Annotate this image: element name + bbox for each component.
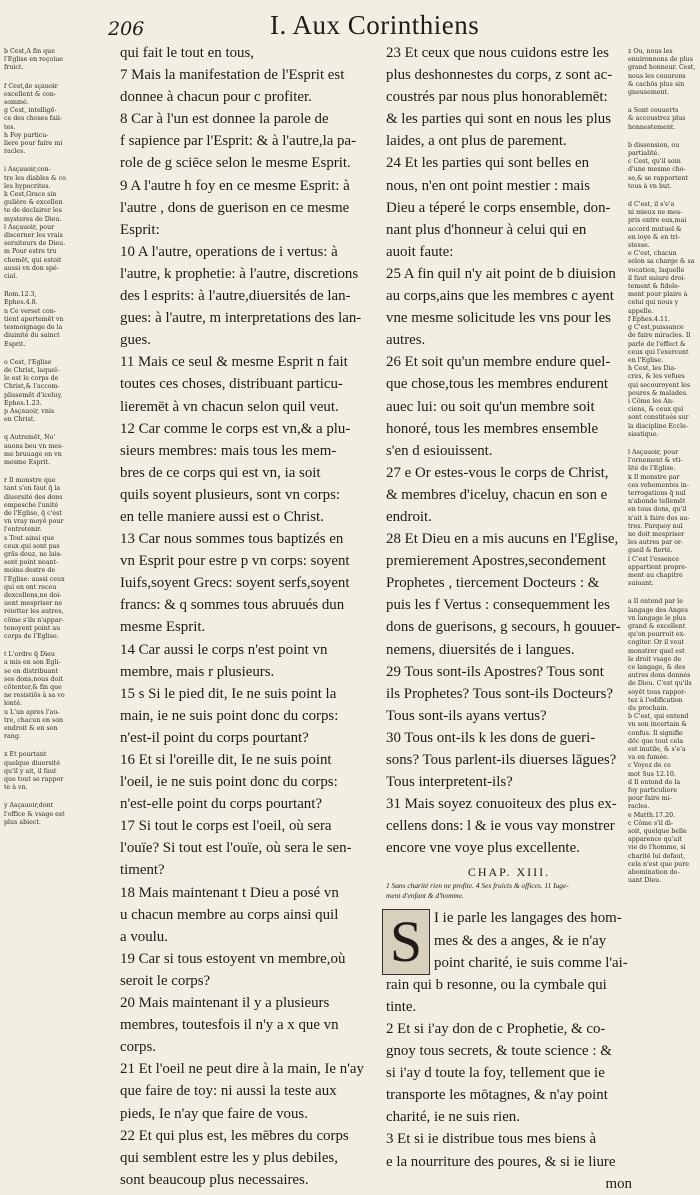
verse-line: l'ouïe? Si tout est l'ouïe, où sera le sen-	[120, 840, 352, 857]
right-margin-notes	[628, 48, 696, 896]
right-text-column	[386, 42, 632, 1195]
verse-line: & membres d'iceluy, chacun en son e	[386, 486, 608, 503]
verse-line: Tous sont-ils ayans vertus?	[386, 707, 547, 724]
verse-line: vn Esprit pour estre p vn corps: soyent	[120, 553, 350, 570]
catchword: mon	[605, 1175, 632, 1192]
margin-note: a Il entend par le langage des Anges vn langage le plus grand & excellent qu'on pourroit ex- cogiter. Or il veut monstrer quel est le droit vsage de ce langage, & des autres dons donnés de Dieu. C'est qu'ils soyēt tous rappor- tez à l'edification du prochain. b C'est, qui entend vn son incertain & confus. Il signifie dōc que tout cela est inutile, & s'e'a va en fumée. c Voyez de ce mot Sus 12.10. d Il entend de la foy particuliere pour faire mi- racles. e Matth.17.20. c Côme s'il di- soit, quelque belle apparence qu'ait vie de l'homme, si charité lui defaut, cela n'est que pure abomination de- uant Dieu.	[628, 598, 692, 885]
verse-line: 28 Et Dieu en a mis aucuns en l'Eglise,	[386, 531, 619, 548]
verse-line: 30 Tous ont-ils k les dons de gueri-	[386, 729, 596, 746]
verse-line: 23 Et ceux que nous cuidons estre les	[386, 45, 609, 61]
verse-line: au corps,ains que les membres c ayent	[386, 288, 614, 305]
verse-line: encore vne voye plus excellente.	[386, 840, 580, 857]
verse-line: n'est-elle point du corps pourtant?	[120, 796, 322, 813]
margin-note: x Et pourtant quelque diuersité qu'il y ait, il faut que tout se rappor te à vn.	[4, 751, 64, 792]
verse-line: ils Prophetes? Tous sont-ils Docteurs?	[386, 685, 613, 702]
verse-line: 15 s Si le pied dit, Ie ne suis point la	[120, 685, 337, 702]
verse-line: auec lui: ou soit qu'un membre soit	[386, 398, 595, 415]
verse-line: u chacun membre au corps ainsi quil	[120, 906, 339, 923]
verse-line: 7 Mais la manifestation de l'Esprit est	[120, 67, 345, 84]
verse-line: n'est-il point du corps pourtant?	[120, 729, 309, 746]
margin-note: f Cest,de sçauoir excellent & con- sommé. g Cest, intelligē- ce des choses faii- tes. h Foy particu- liere pour faire mi racles.	[4, 82, 63, 156]
margin-note: o Cest, l'Eglise de Christ, laquel- le est le corps de Christ,& l'accom- plissemēt d'iceluy, Ephes.1.23. p Asçauoir, vnis en Christ.	[4, 358, 63, 424]
verse-line: role de g sciēce selon le mesme Esprit.	[120, 155, 351, 172]
margin-note: i Asçauoir,con- tre les diables & co les hypocrites. k Cest,Grace sin gulière & excellen te de declairer les mysteres de Dieu. l Asçauoir, pour discerner les vrais seruiteurs de Dieu. m Pour estre tru chemēt, qui estoit aussi vn don spé- cial.	[4, 166, 66, 281]
chapter-12-continuation	[386, 42, 632, 859]
verse-line: donnee à chacun pour c profiter.	[120, 89, 312, 106]
verse-line: toutes ces choses, distribuant particu-	[120, 376, 343, 393]
verse-line: des l esprits: à l'autre,diuersités de lan-	[120, 288, 351, 305]
verse-line: 14 Car aussi le corps n'est point vn	[120, 641, 328, 658]
page-number: 206	[108, 18, 145, 40]
margin-note: b Cest,A fin que l'Eglise en reçoiue fruict.	[4, 48, 63, 72]
verse-line: 27 e Or estes-vous le corps de Christ,	[386, 464, 609, 481]
verse-line: auoit faute:	[386, 243, 454, 260]
verse-line: f sapience par l'Esprit: & à l'autre,la pa-	[120, 133, 357, 150]
verse-line: a voulu.	[120, 928, 168, 945]
verse-line: plus deshonnestes du corps, z sont ac-	[386, 67, 613, 84]
margin-note: l Asçauoir, pour l'ornement & vti- lité de l'Eglise. k Il monstre par ces vehementes in- terrogations q̄ nul n'abonde tellemēt en tous dons, qu'il n'ait à faire des au- tres. Parquoy nul ne doit mespriser les autres par or- gueil & fierté. l C'est l'essence appartient propre- ment au chapitre suiuant.	[628, 448, 690, 588]
verse-line: 2 Et si i'ay don de c Prophetie, & co-	[386, 1020, 606, 1037]
margin-note: y Asçauoir,dont l'office & vsage est plus abiect.	[4, 802, 65, 826]
margin-note: a Sont couuerts & accoustrez plus honnestement.	[628, 107, 686, 131]
verse-line: & les parties qui sont en nous les plus	[386, 111, 611, 128]
verse-line: 20 Mais maintenant il y a plusieurs	[120, 995, 330, 1012]
verse-line: Prophetes , tiercement Docteurs : &	[386, 575, 600, 592]
chapter-opening	[386, 907, 632, 1172]
drop-cap-initial: S	[382, 909, 430, 975]
margin-note: z Ou, nous les enuironnons de plus grand honneur. Cest, nous les couurons & cachōs plus sin gneusement.	[628, 48, 696, 97]
verse-line: 8 Car à l'un est donnee la parole de	[120, 111, 329, 128]
verse-line: 21 Et l'oeil ne peut dire à la main, Ie n'ay	[120, 1061, 364, 1078]
verse-line: main, ie ne suis point donc du corps:	[120, 707, 339, 724]
left-text-column	[120, 42, 375, 1191]
verse-line: qui fait le tout en tous,	[120, 45, 254, 61]
margin-note: d C'est, il s'e'a ni mieux ne mes- pris entre eux,mai accord mutuel & en ioye & en tri- stesse. e C'est, chacun selon sa charge & sa vocation, laquelle il faut suiure droi- tement & fidele- ment pour plaire à celui qui nous y appelle. f Ephes.4.11. g C'est,puissance de faire miracles. Il parle de l'effect & ceux qui l'exercent en l'Eglise. h Cest, les Dia- cres, & les vefues qui secouroyent les poures & malades. i Côme les An- ciens, & ceux qui sont constitués sur la discipline Eccle- siastique.	[628, 201, 695, 438]
verse-line: 10 A l'autre, operations de i vertus: à	[120, 243, 338, 260]
verse-line: 3 Et si ie distribue tous mes biens à	[386, 1131, 597, 1148]
verse-line: mes & des a anges, & ie n'ay	[434, 932, 607, 949]
verse-line: timent?	[120, 862, 165, 879]
verse-line: honoré, tous les membres ensemble	[386, 420, 599, 437]
running-title: I. Aux Corinthiens	[270, 10, 480, 40]
verse-line: 11 Mais ce seul & mesme Esprit n fait	[120, 354, 348, 371]
verse-line: si i'ay d toute la foy, tellement que ie	[386, 1065, 605, 1082]
verse-line: sont beaucoup plus necessaires.	[120, 1171, 309, 1188]
verse-line: Esprit:	[120, 221, 160, 238]
verse-line: transporte les mōtagnes, & n'ay point	[386, 1087, 608, 1104]
verse-line: que chose,tous les membres endurent	[386, 376, 609, 393]
verse-line: francs: & q sommes tous abruués dun	[120, 597, 345, 614]
verse-line: gues: à l'autre, m interpretations des lan-	[120, 310, 362, 327]
verse-line: 17 Si tout le corps est l'oeil, où sera	[120, 818, 332, 835]
chapter-summary: 1 Sans charité rien ne profite. 4 Ses fruicts & offices. 11 Iuge- ment d'enfant & d'homme.	[386, 881, 569, 901]
verse-line: pieds, Ie n'ay que faire de vous.	[120, 1105, 308, 1122]
verse-line: gnoy tous secrets, & toute science : &	[386, 1043, 612, 1060]
verse-line: gues.	[120, 332, 152, 349]
verse-line: mesme Esprit.	[120, 619, 206, 636]
verse-line: sons? Tous parlent-ils diuerses lāgues?	[386, 752, 617, 768]
verse-line: puis les f Vertus : consequemment les	[386, 597, 610, 614]
verse-line: membres, toutesfois il n'y a x que vn	[120, 1017, 339, 1034]
verse-line: charité, ie ne suis rien.	[386, 1109, 520, 1126]
verse-line: vne mesme solicitude les vns pour les	[386, 310, 611, 327]
verse-line: Dieu a téperé le corps ensemble, don-	[386, 199, 611, 216]
verse-line: qui semblent estre les y plus debiles,	[120, 1149, 338, 1166]
verse-line: seroit le corps?	[120, 972, 211, 989]
margin-note: r Il monstre que tant s'en faut q̄ la diuersité des dons empesche l'unité de l'Eglise, q̄ c'est vn vray moyē pour l'entretenir. s Tout ainsi que ceux qui sont pas grās douz, ne lais- sent point neant- moins destre de l'Eglise: aussi ceux qui en ont receu dexcellens,ne doi- uent mespriser ne reietter les autres, cōme s'ils n'appar- tenoyent point au corps de l'Eglise.	[4, 477, 65, 640]
verse-line: 22 Et qui plus est, les mēbres du corps	[120, 1127, 349, 1144]
verse-line: l'autre, k prophetie: à l'autre, discretions	[120, 265, 359, 282]
verse-line: Iuifs,soyent Grecs: soyent serfs,soyent	[120, 575, 350, 592]
verse-line: autres.	[386, 332, 426, 349]
verse-line: 26 Et soit qu'un membre endure quel-	[386, 354, 611, 371]
verse-line: nous, n'en ont point mestier : mais	[386, 177, 591, 194]
verse-line: 16 Et si l'oreille dit, Ie ne suis point	[120, 752, 332, 768]
verse-line: premierement Apostres,secondement	[386, 553, 606, 570]
margin-note: Rom.12.3, Ephes.4.8. n Ce verset con- tient apertemēt vn tesmoignage de la diuinité du sainct Esprit.	[4, 291, 64, 348]
margin-note: b dissension, ou partialité. c Cest, qu'il soin d'une mesme cho- se,& se rapportent tous à vn but.	[628, 141, 688, 190]
verse-line: l'oeil, ie ne suis point donc du corps:	[120, 774, 338, 791]
verse-line: s'en d esiouissent.	[386, 442, 493, 459]
verse-line: membre, mais r plusieurs.	[120, 663, 275, 680]
verse-line: tinte.	[386, 998, 417, 1015]
verse-line: 19 Car si tous estoyent vn membre,où	[120, 950, 346, 967]
chapter-heading: CHAP. XIII.	[467, 865, 551, 880]
verse-line: que faire de toy: ni aussi la teste aux	[120, 1083, 337, 1100]
verse-line: nant plus d'honneur à celui qui en	[386, 221, 587, 238]
verse-line: 18 Mais maintenant t Dieu a posé vn	[120, 884, 339, 901]
verse-line: bres de ce corps qui est vn, ia soit	[120, 464, 321, 481]
margin-note: t L'ordre q̄ Dieu a mis en son Egli- se en distribuant ses dons,nous doit cōtenter,& fin que ne resistiōs à sa vo lonté. u L'un apres l'au- tre, chacun en son endroit & en son rang.	[4, 651, 65, 741]
verse-line: l'autre , dons de guerison en ce mesme	[120, 199, 350, 216]
verse-line: 29 Tous sont-ils Apostres? Tous sont	[386, 663, 604, 680]
verse-line: 9 A l'autre h foy en ce mesme Esprit: à	[120, 177, 350, 194]
verse-line: e la nourriture des poures, & si ie liure	[386, 1153, 616, 1170]
verse-line: sieurs membres: mais tous les mem-	[120, 442, 337, 459]
page-header	[0, 10, 700, 42]
verse-line: point charité, ie suis comme l'ai-	[434, 954, 628, 971]
verse-line: quils soyent plusieurs, sont vn corps:	[120, 486, 341, 503]
verse-line: 25 A fin quil n'y ait point de b diuision	[386, 265, 616, 282]
verse-line: 12 Car comme le corps est vn,& a plu-	[120, 420, 351, 437]
verse-line: rain qui b resonne, ou la cymbale qui	[386, 976, 607, 993]
left-margin-notes	[4, 48, 108, 837]
verse-line: I ie parle les langages des hom-	[434, 910, 622, 927]
verse-line: coustrés par nous plus honorablemēt:	[386, 89, 608, 106]
verse-line: endroit.	[386, 508, 432, 525]
verse-line: laides, a ont plus de parement.	[386, 133, 567, 150]
verse-line: en telle maniere aussi est o Christ.	[120, 508, 324, 525]
verse-line: cellens dons: l & ie vous vay monstrer	[386, 818, 615, 835]
verse-line: corps.	[120, 1039, 156, 1056]
verse-line: 24 Et les parties qui sont belles en	[386, 155, 590, 172]
verse-line: dons de guerisons, g secours, h gouuer-	[386, 619, 621, 636]
verse-line: nemens, diuersités de i langues.	[386, 641, 575, 658]
verse-line: 13 Car nous sommes tous baptizés en	[120, 531, 344, 548]
verse-line: lieremēt à vn chacun selon quil veut.	[120, 398, 339, 415]
verse-line: 31 Mais soyez conuoiteux des plus ex-	[386, 796, 617, 813]
verse-line: Tous interpretent-ils?	[386, 774, 513, 791]
margin-note: q Autremēt, No' auons beu vn mes- me bruuage en vn mesme Esprit.	[4, 434, 64, 466]
